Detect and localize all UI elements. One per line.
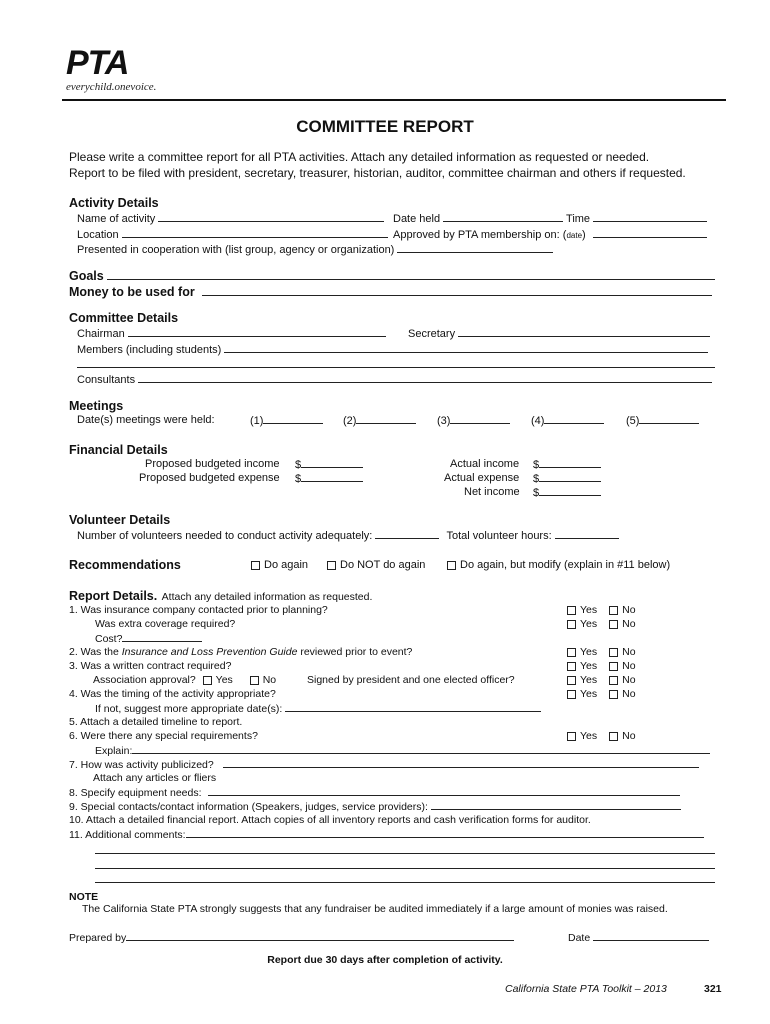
publicized-field[interactable] — [223, 758, 699, 768]
consultants-label: Consultants — [77, 374, 136, 386]
approved-label: Approved by PTA membership on: — [393, 229, 560, 241]
note-heading: NOTE — [69, 891, 99, 903]
approved-date-hint: date — [566, 231, 583, 240]
location-field[interactable] — [122, 228, 388, 238]
checkbox[interactable] — [609, 606, 618, 615]
report-heading-note: Attach any detailed information as requested. — [161, 591, 373, 603]
meeting-date-field[interactable] — [263, 414, 323, 424]
consultants-row — [77, 373, 712, 386]
members-field[interactable] — [224, 343, 708, 353]
no-label: No — [622, 730, 636, 742]
checkbox[interactable] — [609, 732, 618, 741]
note-text: The California State PTA strongly suggests that any fundraiser be audited immediately if a large amount of monies was raised. — [82, 903, 668, 915]
secretary-label: Secretary — [408, 328, 456, 340]
rec-do-again[interactable] — [251, 559, 308, 571]
date-held-label: Date held — [393, 213, 441, 225]
q6: 6. Were there any special requirements? — [69, 730, 258, 742]
presented-field[interactable] — [397, 243, 553, 253]
money-label: Money to be used for — [69, 285, 195, 299]
q9-row — [69, 800, 681, 813]
checkbox[interactable] — [250, 676, 259, 685]
activity-name-field[interactable] — [158, 212, 384, 222]
secretary-field[interactable] — [458, 327, 710, 337]
rec-do-again-modify[interactable] — [447, 559, 670, 571]
secretary-row — [408, 327, 710, 340]
comments-field[interactable] — [186, 828, 704, 838]
q3b: Signed by president and one elected officer? — [307, 674, 515, 686]
q1: 1. Was insurance company contacted prior to planning? — [69, 604, 328, 616]
proposed-expense-label: Proposed budgeted expense — [139, 472, 280, 484]
no-label: No — [622, 604, 636, 616]
date-field[interactable] — [593, 931, 709, 941]
meetings-heading: Meetings — [69, 399, 124, 413]
no-label: No — [622, 688, 636, 700]
volunteer-hours-field[interactable] — [555, 529, 619, 539]
date-label: Date — [568, 932, 591, 944]
q7a: Attach any articles or fliers — [93, 772, 217, 784]
q1a-yes-no — [567, 618, 636, 630]
page-title: COMMITTEE REPORT — [296, 117, 474, 136]
no-label: No — [622, 660, 636, 672]
yes-label: Yes — [215, 674, 233, 686]
currency-sign: $ — [533, 473, 540, 485]
currency-sign: $ — [295, 459, 302, 471]
approved-paren-open: ( — [562, 229, 567, 241]
proposed-expense-field[interactable] — [301, 472, 363, 482]
intro-line-2: Report to be filed with president, secretary, treasurer, historian, auditor, committee chairman and others if requested. — [69, 166, 686, 180]
q1b-label: Cost? — [95, 633, 123, 645]
checkbox[interactable] — [567, 690, 576, 699]
volunteer-row — [77, 529, 619, 542]
no-label: No — [622, 618, 636, 630]
q6-yes-no — [567, 730, 636, 742]
logo-tagline: everychild.onevoice. — [66, 81, 157, 93]
report-heading-row — [69, 587, 372, 605]
checkbox[interactable] — [251, 561, 260, 570]
checkbox[interactable] — [567, 732, 576, 741]
checkbox[interactable] — [609, 620, 618, 629]
location-row — [77, 228, 388, 241]
rec-option-label: Do NOT do again — [340, 559, 426, 571]
equipment-field[interactable] — [208, 786, 680, 796]
meeting-slot-1 — [250, 414, 323, 427]
checkbox[interactable] — [609, 676, 618, 685]
meeting-slot-label: (1) — [250, 415, 264, 427]
report-heading: Report Details. — [69, 589, 158, 603]
proposed-expense-row — [295, 472, 363, 485]
q3b-yes-no — [567, 674, 636, 686]
activity-heading: Activity Details — [69, 196, 159, 210]
date-row — [568, 931, 709, 944]
yes-label: Yes — [580, 604, 598, 616]
actual-income-row — [533, 458, 601, 471]
rec-option-label: Do again — [264, 559, 309, 571]
committee-heading: Committee Details — [69, 311, 179, 325]
members-field-2[interactable] — [77, 358, 715, 368]
q1a: Was extra coverage required? — [95, 618, 236, 630]
actual-expense-label: Actual expense — [444, 472, 520, 484]
yes-label: Yes — [580, 660, 598, 672]
rec-do-not-again[interactable] — [327, 559, 425, 571]
q1b-row — [95, 632, 202, 645]
no-label: No — [262, 674, 277, 686]
checkbox[interactable] — [609, 690, 618, 699]
activity-name-row — [77, 212, 384, 225]
volunteer-heading: Volunteer Details — [69, 513, 171, 527]
checkbox[interactable] — [567, 648, 576, 657]
header-rule — [62, 99, 726, 101]
q7-label: 7. How was activity publicized? — [69, 759, 214, 771]
chairman-field[interactable] — [128, 327, 386, 337]
volunteers-needed-field[interactable] — [375, 529, 439, 539]
cost-field[interactable] — [122, 632, 202, 642]
q6a-row — [95, 744, 710, 757]
yes-label: Yes — [580, 618, 598, 630]
alt-dates-field[interactable] — [285, 702, 541, 712]
net-income-field[interactable] — [539, 486, 601, 496]
checkbox[interactable] — [203, 676, 212, 685]
q3-yes-no — [567, 660, 636, 672]
q4a-row — [95, 702, 541, 715]
meeting-slot-4 — [531, 414, 604, 427]
due-text: Report due 30 days after completion of activity. — [267, 954, 503, 966]
q10: 10. Attach a detailed financial report. Attach copies of all inventory reports and cash verification forms for auditor. — [69, 814, 591, 826]
location-label: Location — [77, 229, 119, 241]
comments-line-3[interactable] — [95, 859, 715, 869]
checkbox[interactable] — [567, 676, 576, 685]
actual-income-label: Actual income — [450, 458, 520, 470]
contacts-field[interactable] — [431, 800, 681, 810]
chairman-label: Chairman — [77, 328, 125, 340]
net-income-row — [533, 486, 601, 499]
q3a-row — [93, 674, 276, 686]
q2-post: reviewed prior to event? — [297, 646, 413, 658]
money-row — [69, 285, 712, 299]
q9-label: 9. Special contacts/contact information (Speakers, judges, service providers): — [69, 801, 428, 813]
q4: 4. Was the timing of the activity appropriate? — [69, 688, 276, 700]
proposed-income-label: Proposed budgeted income — [145, 458, 280, 470]
checkbox[interactable] — [567, 662, 576, 671]
time-label: Time — [566, 213, 591, 225]
meeting-date-field[interactable] — [356, 414, 416, 424]
volunteer-hours-label: Total volunteer hours: — [446, 530, 552, 542]
presented-row — [77, 243, 553, 256]
members-row — [77, 343, 708, 356]
q2-pre: 2. Was the — [69, 646, 122, 658]
q8-label: 8. Specify equipment needs: — [69, 787, 202, 799]
yes-label: Yes — [580, 730, 598, 742]
money-field[interactable] — [202, 286, 712, 296]
meeting-slot-label: (5) — [626, 415, 640, 427]
currency-sign: $ — [533, 487, 540, 499]
q3: 3. Was a written contract required? — [69, 660, 232, 672]
volunteers-needed-label: Number of volunteers needed to conduct activity adequately: — [77, 530, 373, 542]
checkbox[interactable] — [327, 561, 336, 570]
no-label: No — [622, 646, 636, 658]
currency-sign: $ — [295, 473, 302, 485]
checkbox[interactable] — [609, 662, 618, 671]
presented-label: Presented in cooperation with (list group, agency or organization) — [77, 244, 395, 256]
yes-label: Yes — [580, 674, 598, 686]
activity-name-label: Name of activity — [77, 213, 156, 225]
q4-yes-no — [567, 688, 636, 700]
q3a-label: Association approval? — [93, 674, 196, 686]
date-held-field[interactable] — [443, 212, 563, 222]
pta-logo — [66, 46, 156, 93]
meeting-slot-3 — [437, 414, 510, 427]
yes-label: Yes — [580, 688, 598, 700]
approved-paren-close: ) — [582, 229, 586, 241]
footer-source: California State PTA Toolkit – 2013 — [505, 983, 667, 995]
q1-yes-no — [567, 604, 636, 616]
q2-guide-title: Insurance and Loss Prevention Guide — [121, 646, 298, 658]
checkbox[interactable] — [567, 606, 576, 615]
date-held-row — [393, 212, 707, 225]
yes-label: Yes — [580, 646, 598, 658]
meeting-date-field[interactable] — [639, 414, 699, 424]
meeting-date-field[interactable] — [544, 414, 604, 424]
actual-expense-field[interactable] — [539, 472, 601, 482]
goals-row — [69, 269, 715, 283]
prepared-row — [69, 931, 514, 944]
q6a-label: Explain: — [95, 745, 133, 757]
approved-row — [393, 228, 707, 241]
consultants-field[interactable] — [138, 373, 712, 383]
q11-label: 11. Additional comments: — [69, 829, 186, 841]
goals-field[interactable] — [107, 270, 715, 280]
meeting-slot-2 — [343, 414, 416, 427]
meeting-slot-5 — [626, 414, 699, 427]
financial-heading: Financial Details — [69, 443, 168, 457]
comments-line-2[interactable] — [95, 844, 715, 854]
actual-expense-row — [533, 472, 601, 485]
goals-label: Goals — [69, 269, 104, 283]
members-label: Members (including students) — [77, 344, 222, 356]
meeting-slot-label: (4) — [531, 415, 545, 427]
q11-row — [69, 828, 704, 841]
page-number: 321 — [704, 983, 722, 995]
meeting-slot-label: (2) — [343, 415, 357, 427]
logo-brand: PTA — [66, 44, 129, 82]
no-label: No — [622, 674, 636, 686]
q4a-label: If not, suggest more appropriate date(s): — [95, 703, 283, 715]
chairman-row — [77, 327, 386, 340]
approved-date-field[interactable] — [593, 228, 707, 238]
currency-sign: $ — [533, 459, 540, 471]
prepared-by-field[interactable] — [126, 931, 514, 941]
q7-row — [69, 758, 699, 771]
q5: 5. Attach a detailed timeline to report. — [69, 716, 243, 728]
checkbox[interactable] — [567, 620, 576, 629]
proposed-income-row — [295, 458, 363, 471]
rec-option-label: Do again, but modify (explain in #11 below) — [460, 559, 671, 571]
explain-field[interactable] — [132, 744, 710, 754]
actual-income-field[interactable] — [539, 458, 601, 468]
checkbox[interactable] — [609, 648, 618, 657]
time-field[interactable] — [593, 212, 707, 222]
meeting-slot-label: (3) — [437, 415, 451, 427]
checkbox[interactable] — [447, 561, 456, 570]
q2-yes-no — [567, 646, 636, 658]
meeting-date-field[interactable] — [450, 414, 510, 424]
intro-line-1: Please write a committee report for all PTA activities. Attach any detailed information as requested or needed. — [69, 150, 650, 164]
meetings-dates-label: Date(s) meetings were held: — [77, 414, 215, 426]
net-income-label: Net income — [464, 486, 520, 498]
comments-line-4[interactable] — [95, 873, 715, 883]
q2-row — [69, 646, 412, 658]
prepared-label: Prepared by — [69, 932, 127, 944]
proposed-income-field[interactable] — [301, 458, 363, 468]
recommendations-heading: Recommendations — [69, 558, 181, 572]
q8-row — [69, 786, 680, 799]
